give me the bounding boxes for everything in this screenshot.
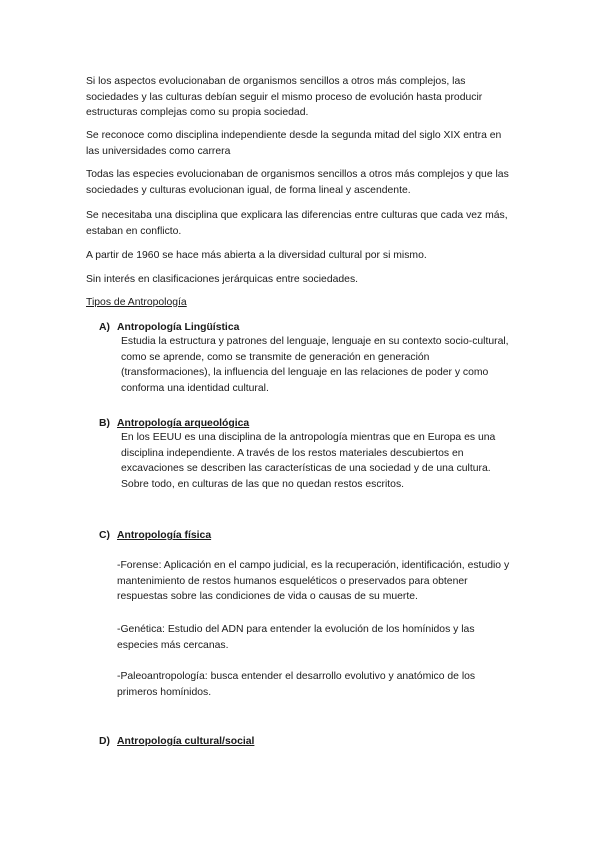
subsection-b-body: En los EEUU es una disciplina de la antropología mientras que en Europa es una disciplina independiente. A través de los restos materiales descubiertos en excavaciones se describen las características de una sociedad y de una cultura. Sobre todo, en culturas de las que no quedan restos escritos.: [121, 432, 496, 490]
list-item-genetica: -Genética: Estudio del ADN para entender la evolución de los homínidos y las especies más cercanas.: [117, 624, 475, 651]
list-item-forense: -Forense: Aplicación en el campo judicial, es la recuperación, identificación, estudio y mantenimiento de restos humanos esqueléticos o preservados para obtener respuestas sobre las condiciones de vida o causas de su muerte.: [117, 560, 510, 602]
list-item-paleoantropologia: -Paleoantropología: busca entender el desarrollo evolutivo y anatómico de los primeros homínidos.: [117, 671, 476, 698]
paragraph-4: Se necesitaba una disciplina que explicara las diferencias entre culturas que cada vez más, estaban en conflicto.: [86, 210, 508, 237]
subsection-d-title: Antropología cultural/social: [117, 736, 255, 747]
subsection-a-body: Estudia la estructura y patrones del lenguaje, lenguaje en su contexto socio-cultural, como se aprende, como se transmite de generación en generación (transformaciones), la influencia del lenguaje en las relaciones de poder y como conforma una identidad cultural.: [121, 336, 509, 394]
subsection-d-heading: [99, 734, 254, 749]
subsection-c-label: C): [99, 530, 110, 541]
paragraph-3: Todas las especies evolucionaban de organismos sencillos a otros más complejos y que las sociedades y culturas evolucionan igual, de forma lineal y ascendente.: [86, 169, 509, 196]
subsection-a-label: A): [99, 322, 110, 333]
subsection-a-title: Antropología Lingüística: [117, 322, 240, 333]
subsection-c-heading: [99, 528, 211, 543]
paragraph-2: Se reconoce como disciplina independiente desde la segunda mitad del siglo XIX entra en las universidades como carrera: [86, 130, 502, 157]
paragraph-6: Sin interés en clasificaciones jerárquicas entre sociedades.: [86, 274, 359, 285]
paragraph-1: Si los aspectos evolucionaban de organismos sencillos a otros más complejos, las sociedades y las culturas debían seguir el mismo proceso de evolución hasta producir estructuras complejas como su propia sociedad.: [86, 76, 483, 118]
paragraph-5: A partir de 1960 se hace más abierta a la diversidad cultural por si mismo.: [86, 250, 427, 261]
subsection-c-title: Antropología física: [117, 530, 212, 541]
subsection-b-title: Antropología arqueológica: [117, 418, 250, 429]
subsection-b-heading: [99, 416, 249, 431]
subsection-d-label: D): [99, 736, 110, 747]
subsection-a-heading: [99, 320, 239, 335]
section-title: Tipos de Antropología: [86, 297, 187, 308]
subsection-b-label: B): [99, 418, 110, 429]
